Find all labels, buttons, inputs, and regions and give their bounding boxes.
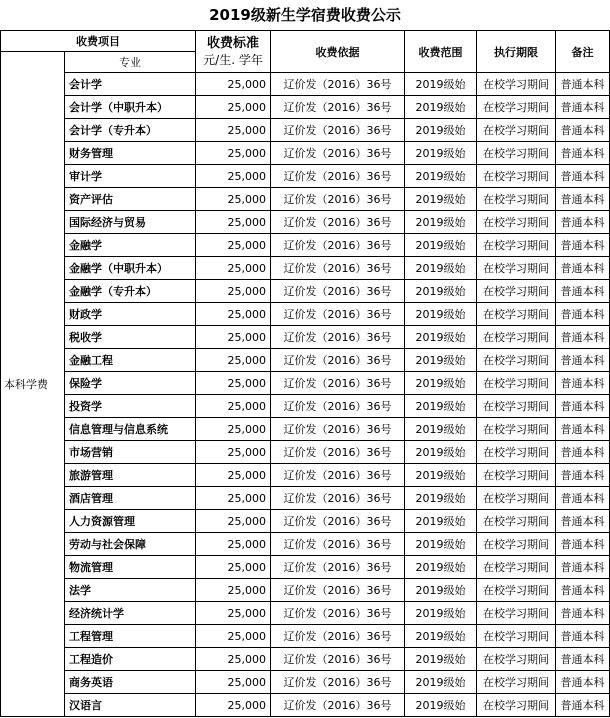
- basis-cell: 辽价发（2016）36号: [271, 694, 405, 717]
- note-cell: 普通本科: [556, 510, 610, 533]
- scope-cell: 2019级始: [405, 326, 477, 349]
- table-row: [1, 648, 610, 671]
- fee-cell: 25,000: [196, 211, 271, 234]
- fee-cell: 25,000: [196, 280, 271, 303]
- basis-cell: 辽价发（2016）36号: [271, 280, 405, 303]
- major-cell: 信息管理与信息系统: [65, 418, 196, 441]
- scope-cell: 2019级始: [405, 165, 477, 188]
- note-cell: 普通本科: [556, 487, 610, 510]
- scope-cell: 2019级始: [405, 188, 477, 211]
- scope-cell: 2019级始: [405, 487, 477, 510]
- scope-cell: 2019级始: [405, 602, 477, 625]
- scope-cell: 2019级始: [405, 280, 477, 303]
- scope-cell: 2019级始: [405, 625, 477, 648]
- table-row: [1, 464, 610, 487]
- table-row: [1, 556, 610, 579]
- period-cell: 在校学习期间: [477, 280, 556, 303]
- period-cell: 在校学习期间: [477, 372, 556, 395]
- fee-cell: 25,000: [196, 303, 271, 326]
- major-cell: 国际经济与贸易: [65, 211, 196, 234]
- major-cell: 人力资源管理: [65, 510, 196, 533]
- note-cell: 普通本科: [556, 694, 610, 717]
- table-row: [1, 510, 610, 533]
- major-cell: 保险学: [65, 372, 196, 395]
- major-cell: 工程造价: [65, 648, 196, 671]
- basis-cell: 辽价发（2016）36号: [271, 418, 405, 441]
- scope-cell: 2019级始: [405, 257, 477, 280]
- fee-cell: 25,000: [196, 556, 271, 579]
- major-cell: 汉语言: [65, 694, 196, 717]
- fee-cell: 25,000: [196, 464, 271, 487]
- note-cell: 普通本科: [556, 211, 610, 234]
- table-row: [1, 533, 610, 556]
- basis-cell: 辽价发（2016）36号: [271, 602, 405, 625]
- basis-cell: 辽价发（2016）36号: [271, 326, 405, 349]
- table-row: [1, 303, 610, 326]
- period-cell: 在校学习期间: [477, 694, 556, 717]
- period-cell: 在校学习期间: [477, 625, 556, 648]
- scope-cell: 2019级始: [405, 464, 477, 487]
- note-cell: 普通本科: [556, 142, 610, 165]
- major-cell: 市场营销: [65, 441, 196, 464]
- period-cell: 在校学习期间: [477, 234, 556, 257]
- period-cell: 在校学习期间: [477, 73, 556, 96]
- fee-cell: 25,000: [196, 349, 271, 372]
- table-row: [1, 119, 610, 142]
- basis-cell: 辽价发（2016）36号: [271, 441, 405, 464]
- fee-cell: 25,000: [196, 533, 271, 556]
- period-cell: 在校学习期间: [477, 464, 556, 487]
- basis-cell: 辽价发（2016）36号: [271, 303, 405, 326]
- header-item: 收费项目: [1, 31, 196, 52]
- scope-cell: 2019级始: [405, 648, 477, 671]
- major-cell: 物流管理: [65, 556, 196, 579]
- table-row: [1, 395, 610, 418]
- note-cell: 普通本科: [556, 441, 610, 464]
- period-cell: 在校学习期间: [477, 441, 556, 464]
- basis-cell: 辽价发（2016）36号: [271, 188, 405, 211]
- fee-cell: 25,000: [196, 395, 271, 418]
- period-cell: 在校学习期间: [477, 556, 556, 579]
- basis-cell: 辽价发（2016）36号: [271, 648, 405, 671]
- period-cell: 在校学习期间: [477, 579, 556, 602]
- major-cell: 会计学（中职升本）: [65, 96, 196, 119]
- fee-cell: 25,000: [196, 648, 271, 671]
- note-cell: 普通本科: [556, 372, 610, 395]
- basis-cell: 辽价发（2016）36号: [271, 625, 405, 648]
- fee-cell: 25,000: [196, 487, 271, 510]
- period-cell: 在校学习期间: [477, 671, 556, 694]
- fee-cell: 25,000: [196, 372, 271, 395]
- basis-cell: 辽价发（2016）36号: [271, 119, 405, 142]
- note-cell: 普通本科: [556, 73, 610, 96]
- scope-cell: 2019级始: [405, 349, 477, 372]
- fee-cell: 25,000: [196, 142, 271, 165]
- scope-cell: 2019级始: [405, 119, 477, 142]
- period-cell: 在校学习期间: [477, 602, 556, 625]
- table-row: [1, 418, 610, 441]
- note-cell: 普通本科: [556, 625, 610, 648]
- table-row: [1, 625, 610, 648]
- note-cell: 普通本科: [556, 165, 610, 188]
- table-row: [1, 326, 610, 349]
- fee-cell: 25,000: [196, 602, 271, 625]
- header-major: 专业: [65, 52, 196, 73]
- scope-cell: 2019级始: [405, 556, 477, 579]
- table-row: [1, 349, 610, 372]
- scope-cell: 2019级始: [405, 395, 477, 418]
- scope-cell: 2019级始: [405, 211, 477, 234]
- period-cell: 在校学习期间: [477, 142, 556, 165]
- header-note: 备注: [556, 31, 610, 73]
- fee-cell: 25,000: [196, 579, 271, 602]
- scope-cell: 2019级始: [405, 694, 477, 717]
- period-cell: 在校学习期间: [477, 648, 556, 671]
- note-cell: 普通本科: [556, 119, 610, 142]
- fee-cell: 25,000: [196, 510, 271, 533]
- basis-cell: 辽价发（2016）36号: [271, 96, 405, 119]
- major-cell: 财政学: [65, 303, 196, 326]
- scope-cell: 2019级始: [405, 418, 477, 441]
- fee-cell: 25,000: [196, 73, 271, 96]
- scope-cell: 2019级始: [405, 73, 477, 96]
- fee-cell: 25,000: [196, 165, 271, 188]
- scope-cell: 2019级始: [405, 142, 477, 165]
- note-cell: 普通本科: [556, 671, 610, 694]
- major-cell: 经济统计学: [65, 602, 196, 625]
- scope-cell: 2019级始: [405, 579, 477, 602]
- scope-cell: 2019级始: [405, 510, 477, 533]
- note-cell: 普通本科: [556, 234, 610, 257]
- table-row: [1, 372, 610, 395]
- basis-cell: 辽价发（2016）36号: [271, 487, 405, 510]
- note-cell: 普通本科: [556, 303, 610, 326]
- period-cell: 在校学习期间: [477, 395, 556, 418]
- fee-cell: 25,000: [196, 625, 271, 648]
- fee-cell: 25,000: [196, 234, 271, 257]
- period-cell: 在校学习期间: [477, 510, 556, 533]
- basis-cell: 辽价发（2016）36号: [271, 395, 405, 418]
- page-title: 2019级新生学宿费收费公示: [209, 6, 401, 24]
- header-standard-line2: 元/生. 学年: [203, 52, 263, 67]
- scope-cell: 2019级始: [405, 533, 477, 556]
- major-cell: 金融学: [65, 234, 196, 257]
- table-row: [1, 671, 610, 694]
- period-cell: 在校学习期间: [477, 257, 556, 280]
- note-cell: 普通本科: [556, 418, 610, 441]
- table-row: [1, 142, 610, 165]
- major-cell: 旅游管理: [65, 464, 196, 487]
- table-row: [1, 234, 610, 257]
- scope-cell: 2019级始: [405, 372, 477, 395]
- table-row: [1, 96, 610, 119]
- note-cell: 普通本科: [556, 579, 610, 602]
- period-cell: 在校学习期间: [477, 96, 556, 119]
- basis-cell: 辽价发（2016）36号: [271, 257, 405, 280]
- period-cell: 在校学习期间: [477, 119, 556, 142]
- period-cell: 在校学习期间: [477, 326, 556, 349]
- table-row: [1, 441, 610, 464]
- basis-cell: 辽价发（2016）36号: [271, 165, 405, 188]
- major-cell: 酒店管理: [65, 487, 196, 510]
- basis-cell: 辽价发（2016）36号: [271, 556, 405, 579]
- period-cell: 在校学习期间: [477, 349, 556, 372]
- major-cell: 会计学（专升本）: [65, 119, 196, 142]
- category-cell: 本科学费: [1, 52, 65, 717]
- note-cell: 普通本科: [556, 464, 610, 487]
- basis-cell: 辽价发（2016）36号: [271, 211, 405, 234]
- basis-cell: 辽价发（2016）36号: [271, 372, 405, 395]
- major-cell: 金融学（中职升本）: [65, 257, 196, 280]
- period-cell: 在校学习期间: [477, 303, 556, 326]
- header-standard: [196, 31, 271, 73]
- major-cell: 劳动与社会保障: [65, 533, 196, 556]
- scope-cell: 2019级始: [405, 441, 477, 464]
- fee-cell: 25,000: [196, 671, 271, 694]
- fee-table-body: [1, 31, 610, 717]
- note-cell: 普通本科: [556, 602, 610, 625]
- major-cell: 财务管理: [65, 142, 196, 165]
- major-cell: 会计学: [65, 73, 196, 96]
- period-cell: 在校学习期间: [477, 165, 556, 188]
- table-row: [1, 257, 610, 280]
- note-cell: 普通本科: [556, 326, 610, 349]
- table-row: [1, 602, 610, 625]
- basis-cell: 辽价发（2016）36号: [271, 579, 405, 602]
- header-basis: 收费依据: [271, 31, 405, 73]
- fee-cell: 25,000: [196, 96, 271, 119]
- note-cell: 普通本科: [556, 556, 610, 579]
- basis-cell: 辽价发（2016）36号: [271, 234, 405, 257]
- note-cell: 普通本科: [556, 349, 610, 372]
- header-scope: 收费范围: [405, 31, 477, 73]
- basis-cell: 辽价发（2016）36号: [271, 349, 405, 372]
- table-row: [1, 73, 610, 96]
- table-row: [1, 487, 610, 510]
- fee-cell: 25,000: [196, 188, 271, 211]
- basis-cell: 辽价发（2016）36号: [271, 464, 405, 487]
- scope-cell: 2019级始: [405, 96, 477, 119]
- note-cell: 普通本科: [556, 648, 610, 671]
- note-cell: 普通本科: [556, 395, 610, 418]
- period-cell: 在校学习期间: [477, 418, 556, 441]
- major-cell: 审计学: [65, 165, 196, 188]
- period-cell: 在校学习期间: [477, 533, 556, 556]
- fee-cell: 25,000: [196, 418, 271, 441]
- period-cell: 在校学习期间: [477, 487, 556, 510]
- major-cell: 工程管理: [65, 625, 196, 648]
- fee-cell: 25,000: [196, 326, 271, 349]
- table-row: [1, 165, 610, 188]
- major-cell: 金融工程: [65, 349, 196, 372]
- note-cell: 普通本科: [556, 280, 610, 303]
- header-period: 执行期限: [477, 31, 556, 73]
- major-cell: 商务英语: [65, 671, 196, 694]
- note-cell: 普通本科: [556, 257, 610, 280]
- basis-cell: 辽价发（2016）36号: [271, 73, 405, 96]
- period-cell: 在校学习期间: [477, 211, 556, 234]
- basis-cell: 辽价发（2016）36号: [271, 510, 405, 533]
- major-cell: 金融学（专升本）: [65, 280, 196, 303]
- header-standard-line1: 收费标准: [206, 35, 259, 51]
- fee-cell: 25,000: [196, 119, 271, 142]
- fee-table: [0, 30, 610, 717]
- fee-cell: 25,000: [196, 441, 271, 464]
- major-cell: 投资学: [65, 395, 196, 418]
- period-cell: 在校学习期间: [477, 188, 556, 211]
- scope-cell: 2019级始: [405, 671, 477, 694]
- note-cell: 普通本科: [556, 96, 610, 119]
- scope-cell: 2019级始: [405, 303, 477, 326]
- major-cell: 法学: [65, 579, 196, 602]
- major-cell: 资产评估: [65, 188, 196, 211]
- fee-cell: 25,000: [196, 694, 271, 717]
- basis-cell: 辽价发（2016）36号: [271, 671, 405, 694]
- header-row-1: [1, 31, 610, 52]
- table-row: [1, 280, 610, 303]
- basis-cell: 辽价发（2016）36号: [271, 142, 405, 165]
- fee-cell: 25,000: [196, 257, 271, 280]
- scope-cell: 2019级始: [405, 234, 477, 257]
- major-cell: 税收学: [65, 326, 196, 349]
- note-cell: 普通本科: [556, 533, 610, 556]
- table-row: [1, 579, 610, 602]
- table-row: [1, 188, 610, 211]
- table-row: [1, 694, 610, 717]
- basis-cell: 辽价发（2016）36号: [271, 533, 405, 556]
- table-row: [1, 211, 610, 234]
- note-cell: 普通本科: [556, 188, 610, 211]
